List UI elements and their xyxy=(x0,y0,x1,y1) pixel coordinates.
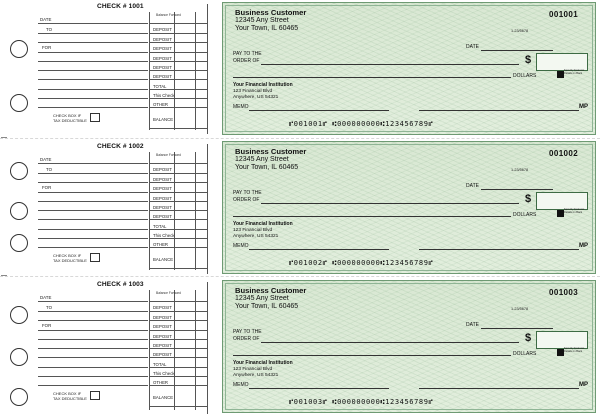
total-label: TOTAL xyxy=(153,224,167,229)
ledger-row xyxy=(150,192,207,193)
micr-line: ⑈001003⑈ ⑆000000000⑆123456789⑈ xyxy=(289,398,434,406)
stub-line xyxy=(38,210,148,211)
security-features xyxy=(557,348,586,356)
dollars-label: DOLLARS xyxy=(513,351,537,357)
tax-checkbox-label: CHECK BOX IF TAX DEDUCTIBLE xyxy=(53,253,87,263)
stub-for-line xyxy=(38,192,148,193)
written-amount-line[interactable] xyxy=(233,355,511,356)
deposit-label: DEPOSIT xyxy=(153,343,172,348)
deposit-label: DEPOSIT xyxy=(153,334,172,339)
binder-hole xyxy=(10,234,28,252)
deposit-label: DEPOSIT xyxy=(153,37,172,42)
stub-date-line xyxy=(38,301,148,302)
ledger-row xyxy=(150,268,207,269)
order-of-label: ORDER OF xyxy=(233,58,260,64)
stub-to-label: TO xyxy=(46,167,53,172)
dollars-label: DOLLARS xyxy=(513,212,537,218)
binder-hole xyxy=(10,162,28,180)
deposit-label: DEPOSIT xyxy=(153,65,172,70)
stub-to-line xyxy=(38,33,148,34)
ledger-row xyxy=(150,238,207,239)
this-check-label: This Check xyxy=(153,371,175,376)
memo-label: MEMO xyxy=(233,104,249,110)
stub-line xyxy=(38,61,148,62)
ledger-row xyxy=(150,128,207,129)
stub-line xyxy=(38,182,148,183)
security-text: Security Features Details on Back xyxy=(564,69,585,75)
ledger-row xyxy=(150,339,207,340)
ledger-row xyxy=(150,70,207,71)
check-stub xyxy=(0,278,220,415)
deposit-label: DEPOSIT xyxy=(153,305,172,310)
payee-line[interactable] xyxy=(261,203,519,204)
customer-name: Business Customer xyxy=(235,8,307,17)
stub-line xyxy=(38,339,148,340)
stub-line xyxy=(38,247,148,248)
security-features xyxy=(557,209,586,217)
other-label: OTHER xyxy=(153,380,169,385)
binder-hole xyxy=(10,388,28,406)
perforation-line xyxy=(0,138,600,139)
stub-line xyxy=(38,89,148,90)
edge-mark xyxy=(1,137,7,138)
check-stub xyxy=(0,0,220,137)
dollar-sign: $ xyxy=(525,332,532,344)
ledger-row xyxy=(150,367,207,368)
date-label: DATE xyxy=(466,44,479,50)
routing-fraction: 1-23/5678 xyxy=(511,29,529,33)
stub-date-label: DATE xyxy=(40,157,52,162)
customer-address-2: Your Town, IL 60465 xyxy=(235,25,299,32)
ledger-row xyxy=(150,33,207,34)
stub-date-label: DATE xyxy=(40,295,52,300)
pay-to-label: PAY TO THE xyxy=(233,51,262,57)
ledger-row xyxy=(150,311,207,312)
deposit-label: DEPOSIT xyxy=(153,205,172,210)
check xyxy=(222,2,596,135)
deposit-label: DEPOSIT xyxy=(153,167,172,172)
customer-address-1: 12345 Any Street xyxy=(235,295,289,302)
routing-fraction: 1-23/5678 xyxy=(511,168,529,172)
date-label: DATE xyxy=(466,183,479,189)
ledger-row xyxy=(150,182,207,183)
customer-name: Business Customer xyxy=(235,147,307,156)
signature-mark: MP xyxy=(579,243,588,249)
signature-mark: MP xyxy=(579,382,588,388)
binder-hole xyxy=(10,40,28,58)
stub-title: CHECK # 1003 xyxy=(97,281,144,288)
ledger-row xyxy=(150,320,207,321)
ledger-divider xyxy=(174,12,175,130)
stub-to-label: TO xyxy=(46,305,53,310)
micr-line: ⑈001002⑈ ⑆000000000⑆123456789⑈ xyxy=(289,259,434,267)
deposit-label: DEPOSIT xyxy=(153,56,172,61)
other-label: OTHER xyxy=(153,102,169,107)
ledger-row xyxy=(150,107,207,108)
binder-hole xyxy=(10,202,28,220)
balance-label: BALANCE xyxy=(153,257,174,262)
stub-to-line xyxy=(38,311,148,312)
order-of-label: ORDER OF xyxy=(233,197,260,203)
customer-address-2: Your Town, IL 60465 xyxy=(235,303,299,310)
stub-line xyxy=(38,201,148,202)
bank-name: Your Financial Institution xyxy=(233,360,293,366)
stub-line xyxy=(38,42,148,43)
memo-line[interactable] xyxy=(249,388,389,389)
ledger-row xyxy=(150,163,207,164)
date-line[interactable] xyxy=(481,328,553,329)
bank-address-2: Anywhere, US 54321 xyxy=(233,373,279,378)
bank-address-2: Anywhere, US 54321 xyxy=(233,95,279,100)
ledger-divider xyxy=(195,12,196,130)
stub-title: CHECK # 1002 xyxy=(97,143,144,150)
written-amount-line[interactable] xyxy=(233,77,511,78)
ledger-row xyxy=(150,348,207,349)
ledger-divider xyxy=(149,152,150,270)
stub-title: CHECK # 1001 xyxy=(97,3,144,10)
stub-line xyxy=(38,98,148,99)
deposit-label: DEPOSIT xyxy=(153,177,172,182)
tax-deductible-checkbox[interactable] xyxy=(90,253,100,262)
deposit-label: DEPOSIT xyxy=(153,214,172,219)
stub-line xyxy=(38,229,148,230)
ledger-divider xyxy=(174,152,175,270)
ledger-row xyxy=(150,357,207,358)
bank-name: Your Financial Institution xyxy=(233,82,293,88)
check xyxy=(222,280,596,413)
ledger-divider xyxy=(149,12,150,130)
stub-line xyxy=(38,348,148,349)
balance-forward-label: Balance Forward xyxy=(156,291,181,295)
date-line[interactable] xyxy=(481,189,553,190)
bank-address-2: Anywhere, US 54321 xyxy=(233,234,279,239)
deposit-label: DEPOSIT xyxy=(153,27,172,32)
stub-for-label: FOR xyxy=(42,185,52,190)
security-features xyxy=(557,70,586,78)
ledger-row xyxy=(150,385,207,386)
check-stub xyxy=(0,140,220,277)
ledger-row xyxy=(150,42,207,43)
tax-checkbox-label: CHECK BOX IF TAX DEDUCTIBLE xyxy=(53,113,87,123)
bank-name: Your Financial Institution xyxy=(233,221,293,227)
stub-right-edge xyxy=(207,4,208,134)
stub-right-edge xyxy=(207,282,208,414)
ledger-row xyxy=(150,61,207,62)
dollars-label: DOLLARS xyxy=(513,73,537,79)
ledger-divider xyxy=(195,290,196,410)
stub-to-line xyxy=(38,173,148,174)
balance-forward-label: Balance Forward xyxy=(156,153,181,157)
signature-line[interactable] xyxy=(419,249,579,250)
stub-line xyxy=(38,107,148,108)
stub-line xyxy=(38,385,148,386)
date-line[interactable] xyxy=(481,50,553,51)
ledger-row xyxy=(150,330,207,331)
stub-line xyxy=(38,70,148,71)
payee-line[interactable] xyxy=(261,64,519,65)
dollar-sign: $ xyxy=(525,193,532,205)
ledger-row xyxy=(150,23,207,24)
routing-fraction: 1-23/5678 xyxy=(511,307,529,311)
padlock-icon xyxy=(557,210,564,217)
memo-label: MEMO xyxy=(233,243,249,249)
padlock-icon xyxy=(557,71,564,78)
binder-hole xyxy=(10,306,28,324)
ledger-row xyxy=(150,219,207,220)
check xyxy=(222,141,596,274)
customer-address-1: 12345 Any Street xyxy=(235,156,289,163)
stub-line xyxy=(38,320,148,321)
ledger-row xyxy=(150,406,207,407)
stub-to-label: TO xyxy=(46,27,53,32)
this-check-label: This Check xyxy=(153,233,175,238)
check-number: 001003 xyxy=(549,288,579,297)
tax-deductible-checkbox[interactable] xyxy=(90,391,100,400)
customer-address-2: Your Town, IL 60465 xyxy=(235,164,299,171)
security-text: Security Features Details on Back xyxy=(564,208,585,214)
dollar-sign: $ xyxy=(525,54,532,66)
stub-right-edge xyxy=(207,144,208,274)
signature-line[interactable] xyxy=(419,388,579,389)
date-label: DATE xyxy=(466,322,479,328)
ledger-divider xyxy=(195,152,196,270)
total-label: TOTAL xyxy=(153,84,167,89)
ledger-row xyxy=(150,247,207,248)
customer-address-1: 12345 Any Street xyxy=(235,17,289,24)
stub-line xyxy=(38,219,148,220)
customer-name: Business Customer xyxy=(235,286,307,295)
stub-line xyxy=(38,238,148,239)
ledger-row xyxy=(150,98,207,99)
deposit-label: DEPOSIT xyxy=(153,352,172,357)
deposit-label: DEPOSIT xyxy=(153,46,172,51)
stub-for-line xyxy=(38,52,148,53)
stub-date-line xyxy=(38,163,148,164)
ledger-row xyxy=(150,301,207,302)
deposit-label: DEPOSIT xyxy=(153,315,172,320)
memo-label: MEMO xyxy=(233,382,249,388)
stub-for-label: FOR xyxy=(42,323,52,328)
stub-line xyxy=(38,357,148,358)
check-number: 001002 xyxy=(549,149,579,158)
binder-hole xyxy=(10,94,28,112)
balance-forward-label: Balance Forward xyxy=(156,13,181,17)
micr-line: ⑈001001⑈ ⑆000000000⑆123456789⑈ xyxy=(289,120,434,128)
memo-line[interactable] xyxy=(249,249,389,250)
bank-address-1: 123 Financial Blvd xyxy=(233,367,273,372)
binder-hole xyxy=(10,348,28,366)
ledger-row xyxy=(150,201,207,202)
pay-to-label: PAY TO THE xyxy=(233,190,262,196)
written-amount-line[interactable] xyxy=(233,216,511,217)
bank-address-1: 123 Financial Blvd xyxy=(233,89,273,94)
ledger-divider xyxy=(174,290,175,410)
memo-line[interactable] xyxy=(249,110,389,111)
this-check-label: This Check xyxy=(153,93,175,98)
pay-to-label: PAY TO THE xyxy=(233,329,262,335)
signature-line[interactable] xyxy=(419,110,579,111)
balance-label: BALANCE xyxy=(153,395,174,400)
ledger-row xyxy=(150,89,207,90)
stub-for-label: FOR xyxy=(42,45,52,50)
padlock-icon xyxy=(557,349,564,356)
total-label: TOTAL xyxy=(153,362,167,367)
deposit-label: DEPOSIT xyxy=(153,324,172,329)
bank-address-1: 123 Financial Blvd xyxy=(233,228,273,233)
stub-date-line xyxy=(38,23,148,24)
deposit-label: DEPOSIT xyxy=(153,196,172,201)
tax-checkbox-label: CHECK BOX IF TAX DEDUCTIBLE xyxy=(53,391,87,401)
ledger-row xyxy=(150,173,207,174)
stub-for-line xyxy=(38,330,148,331)
signature-mark: MP xyxy=(579,104,588,110)
ledger-row xyxy=(150,52,207,53)
deposit-label: DEPOSIT xyxy=(153,186,172,191)
ledger-row xyxy=(150,229,207,230)
check-number: 001001 xyxy=(549,10,579,19)
other-label: OTHER xyxy=(153,242,169,247)
balance-label: BALANCE xyxy=(153,117,174,122)
payee-line[interactable] xyxy=(261,342,519,343)
stub-date-label: DATE xyxy=(40,17,52,22)
stub-line xyxy=(38,79,148,80)
deposit-label: DEPOSIT xyxy=(153,74,172,79)
tax-deductible-checkbox[interactable] xyxy=(90,113,100,122)
ledger-row xyxy=(150,79,207,80)
stub-line xyxy=(38,376,148,377)
ledger-row xyxy=(150,376,207,377)
ledger-divider xyxy=(149,290,150,410)
stub-line xyxy=(38,367,148,368)
ledger-row xyxy=(150,210,207,211)
order-of-label: ORDER OF xyxy=(233,336,260,342)
security-text: Security Features Details on Back xyxy=(564,347,585,353)
